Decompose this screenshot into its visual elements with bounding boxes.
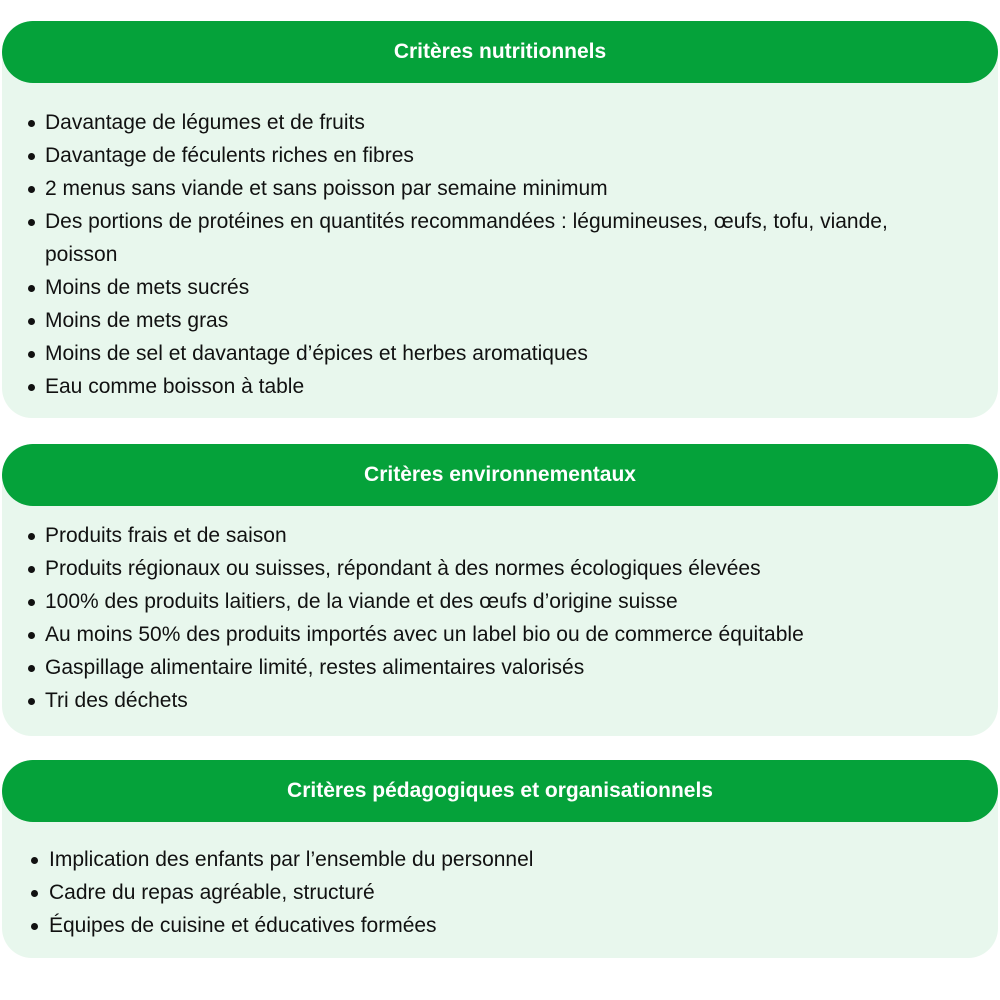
list-item: 100% des produits laitiers, de la viande et des œufs d’origine suisse [2, 585, 998, 618]
list-item: Produits frais et de saison [2, 519, 998, 552]
list-item: Gaspillage alimentaire limité, restes alimentaires valorisés [2, 651, 998, 684]
list-item: Au moins 50% des produits importés avec un label bio ou de commerce équitable [2, 618, 998, 651]
nutrition-criteria-title: Critères nutritionnels [2, 21, 998, 83]
list-item: Moins de sel et davantage d’épices et herbes aromatiques [2, 337, 998, 370]
pedagogy-criteria-title: Critères pédagogiques et organisationnels [2, 760, 998, 822]
pedagogy-criteria-card [2, 760, 998, 958]
list-item: Cadre du repas agréable, structuré [2, 876, 998, 909]
list-item: Davantage de légumes et de fruits [2, 106, 998, 139]
list-item: Moins de mets gras [2, 304, 998, 337]
list-item: Des portions de protéines en quantités recommandées : légumineuses, œufs, tofu, viande, poisson [2, 205, 998, 271]
list-item: Produits régionaux ou suisses, répondant à des normes écologiques élevées [2, 552, 998, 585]
nutrition-criteria-list [2, 83, 998, 403]
list-item: Davantage de féculents riches en fibres [2, 139, 998, 172]
list-item: 2 menus sans viande et sans poisson par semaine minimum [2, 172, 998, 205]
environment-criteria-title: Critères environnementaux [2, 444, 998, 506]
environment-criteria-card [2, 444, 998, 736]
environment-criteria-list [2, 506, 998, 717]
list-item: Tri des déchets [2, 684, 998, 717]
nutrition-criteria-card [2, 21, 998, 418]
list-item: Eau comme boisson à table [2, 370, 998, 403]
list-item: Équipes de cuisine et éducatives formées [2, 909, 998, 942]
pedagogy-criteria-list [2, 822, 998, 942]
list-item: Implication des enfants par l’ensemble du personnel [2, 843, 998, 876]
list-item: Moins de mets sucrés [2, 271, 998, 304]
